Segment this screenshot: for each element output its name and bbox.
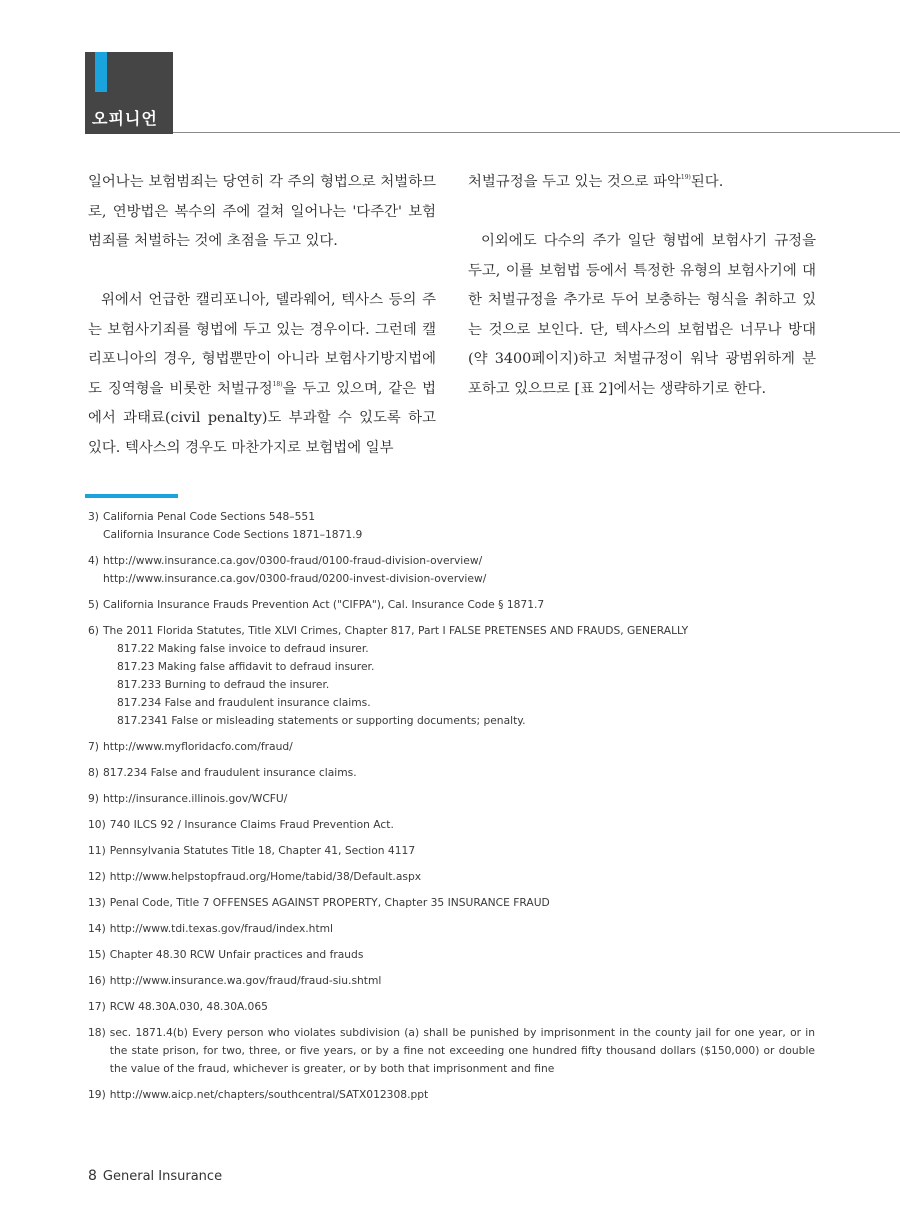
footnote-text [103,790,815,808]
footnote-number: 15) [88,948,106,961]
footnote-number: 16) [88,974,106,987]
footnote-text [103,508,815,544]
footnote-line: 740 ILCS 92 / Insurance Claims Fraud Prevention Act. [109,818,394,831]
footnote-text [110,868,815,886]
footnote-number: 19) [88,1088,106,1101]
footnote-line[interactable]: http://www.aicp.net/chapters/southcentral/SATX012308.ppt [109,1088,429,1101]
footnote-number: 4) [88,554,99,567]
footnote-text [110,998,815,1016]
footnote-item [88,622,815,730]
footnote-item [88,790,815,808]
header-rule [173,132,900,133]
footnote-text [110,894,815,912]
footnote-text [103,622,815,730]
footnote-line[interactable]: http://www.insurance.ca.gov/0300-fraud/0200-invest-division-overview/ [102,572,487,585]
footnote-line[interactable]: http://www.insurance.wa.gov/fraud/fraud-siu.shtml [109,974,382,987]
footnote-number: 17) [88,1000,106,1013]
footnote-line: California Insurance Frauds Prevention Act ("CIFPA"), Cal. Insurance Code § 1871.7 [102,598,545,611]
paragraph: 위에서 언급한 캘리포니아, 델라웨어, 텍사스 등의 주는 보험사기죄를 형법에 두고 있는 경우이다. 그런데 캘리포니아의 경우, 형법뿐만이 아니라 보험사기방지법에도 징역형을 비롯한 처벌규정$^{18)}$을 두고 있으며, 같은 법에서 과태료(civil penalty)도 부과할 수 있도록 하고 있다. 텍사스의 경우도 마찬가지로 보험법에 일부 [88,292,436,456]
paragraph: 이외에도 다수의 주가 일단 형법에 보험사기 규정을 두고, 이를 보험법 등에서 특정한 유형의 보험사기에 대한 처벌규정을 추가로 두어 보충하는 형식을 취하고 있는 것으로 보인다. 단, 텍사스의 보험법은 너무나 방대(약 3400페이지)하고 처벌규정이 워낙 광범위하게 분포하고 있으므로 [표 2]에서는 생략하기로 한다. [468,233,816,397]
footnote-number: 18) [88,1026,106,1039]
footnote-item [88,894,815,912]
footnote-text [110,920,815,938]
footnote-line: California Insurance Code Sections 1871–1871.9 [102,528,363,541]
footnote-number: 5) [88,598,99,611]
footnote-number: 7) [88,740,99,753]
footnote-line: 817.23 Making false affidavit to defraud insurer. [116,660,375,673]
footnote-item [88,946,815,964]
paragraph: 일어나는 보험범죄는 당연히 각 주의 형법으로 처벌하므로, 연방법은 복수의 주에 걸쳐 일어나는 '다주간' 보험범죄를 처벌하는 것에 초점을 두고 있다. [88,174,436,249]
footnote-number: 8) [88,766,99,779]
footnote-item [88,596,815,614]
footnote-number: 6) [88,624,99,637]
footnote-number: 13) [88,896,106,909]
footnote-line: 817.2341 False or misleading statements or supporting documents; penalty. [116,714,526,727]
footnote-line: The 2011 Florida Statutes, Title XLVI Crimes, Chapter 817, Part I FALSE PRETENSES AND FRAUDS, GENERALLY [102,624,689,637]
footnote-item [88,738,815,756]
footnote-item [88,1086,815,1104]
footnote-text [103,764,815,782]
footnote-ref: 18) [272,380,283,388]
footnote-number: 10) [88,818,106,831]
footnote-line[interactable]: http://insurance.illinois.gov/WCFU/ [102,792,288,805]
footnote-item [88,972,815,990]
footnote-text [110,1086,815,1104]
footnote-number: 11) [88,844,106,857]
footnote-line: Chapter 48.30 RCW Unfair practices and frauds [109,948,364,961]
footnote-item [88,998,815,1016]
body-column-right [468,168,816,404]
footnote-text [103,596,815,614]
footnote-line: Pennsylvania Statutes Title 18, Chapter 41, Section 4117 [109,844,416,857]
footnote-line: California Penal Code Sections 548–551 [102,510,316,523]
footnote-line: 817.234 False and fraudulent insurance claims. [116,696,371,709]
footnote-text [110,816,815,834]
footnote-text [103,738,815,756]
footnote-item [88,868,815,886]
footnote-separator [85,494,178,498]
footnote-item [88,508,815,544]
footnote-number: 9) [88,792,99,805]
footnote-text [110,972,815,990]
footnote-item [88,920,815,938]
footnote-text [103,552,815,588]
body-column-left [88,168,436,463]
section-label: 오피니언 [92,109,158,128]
paragraph: 처벌규정을 두고 있는 것으로 파악$^{19)}$된다. [468,174,724,190]
footnote-item [88,552,815,588]
footnote-text [110,842,815,860]
footnote-line: sec. 1871.4(b) Every person who violates subdivision (a) shall be punished by imprisonment in the county jail for one year, or in the state prison, for two, three, or five years, or by a fine not exceeding one hundred fifty thousand dollars ($150,000) or double the value of the fraud, whichever is greater, or by both that imprisonment and fine [109,1026,815,1075]
footnote-number: 14) [88,922,106,935]
footnote-number: 3) [88,510,99,523]
footnote-number: 12) [88,870,106,883]
section-accent-bar [95,52,107,92]
footnote-item [88,842,815,860]
footnote-line: 817.233 Burning to defraud the insurer. [116,678,330,691]
publication-name: General Insurance [102,1169,223,1184]
footnote-line: 817.22 Making false invoice to defraud insurer. [116,642,369,655]
footnote-line[interactable]: http://www.tdi.texas.gov/fraud/index.html [109,922,334,935]
footnote-line[interactable]: http://www.insurance.ca.gov/0300-fraud/0100-fraud-division-overview/ [102,554,483,567]
footnote-line: RCW 48.30A.030, 48.30A.065 [109,1000,268,1013]
page-footer [88,1168,222,1184]
footnote-item [88,1024,815,1078]
footnote-list [88,508,815,1112]
footnote-line: Penal Code, Title 7 OFFENSES AGAINST PROPERTY, Chapter 35 INSURANCE FRAUD [109,896,550,909]
footnote-line: 817.234 False and fraudulent insurance claims. [102,766,357,779]
footnote-line[interactable]: http://www.helpstopfraud.org/Home/tabid/38/Default.aspx [109,870,422,883]
footnote-line[interactable]: http://www.myfloridacfo.com/fraud/ [102,740,293,753]
page-number: 8 [88,1168,97,1184]
footnote-text [110,1024,815,1078]
footnote-ref: 19) [680,174,691,181]
footnote-item [88,816,815,834]
footnote-item [88,764,815,782]
footnote-text [110,946,815,964]
